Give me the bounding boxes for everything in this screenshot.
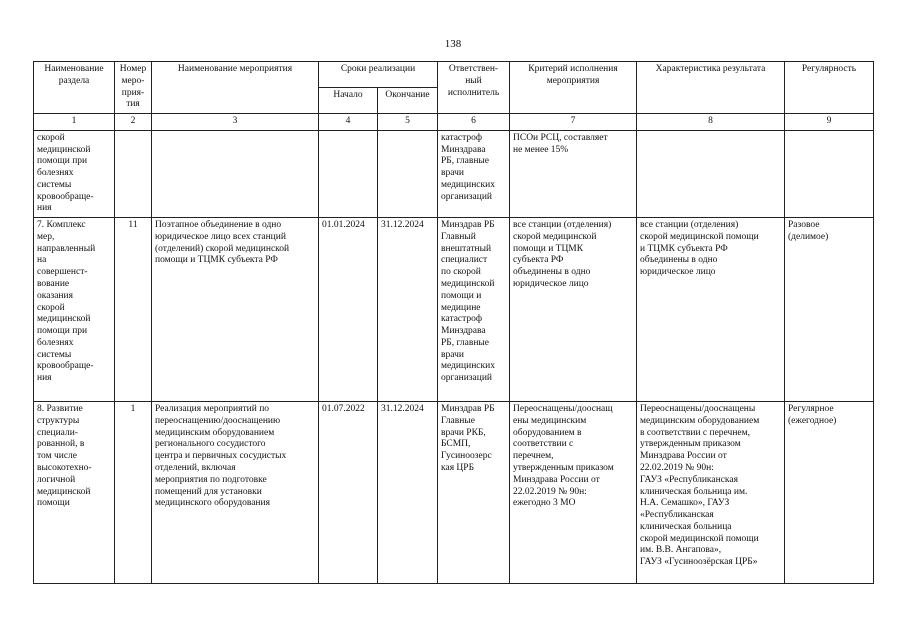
- cell-number: 1: [115, 402, 152, 584]
- header-terms: Сроки реализации: [319, 62, 438, 88]
- cell-end: 31.12.2024: [378, 402, 438, 584]
- column-number: 3: [152, 114, 319, 131]
- cell-activity: Поэтапное объединение в одно юридическое лицо всех станций (отделений) скорой медицинской помощи и ТЦМК субъекта РФ: [152, 218, 319, 402]
- table-row: [34, 130, 874, 217]
- header-number: Номер меро- прия- тия: [115, 62, 152, 114]
- column-number-row: [34, 114, 874, 131]
- cell-regularity: Регулярное (ежегодное): [785, 402, 874, 584]
- header-section: Наименование раздела: [34, 62, 115, 114]
- cell-regularity: Разовое (делимое): [785, 218, 874, 402]
- header-row: [34, 62, 874, 88]
- cell-start: [319, 130, 378, 217]
- cell-section: скорой медицинской помощи при болезнях системы кровообраще- ния: [34, 130, 115, 217]
- cell-number: 11: [115, 218, 152, 402]
- cell-section: 8. Развитие структуры специали- рованной, в том числе высокотехно- логичной медицинской помощи: [34, 402, 115, 584]
- cell-section: 7. Комплекс мер, направленный на совершенст- вование оказания скорой медицинской помощи при болезнях системы кровообраще- ния: [34, 218, 115, 402]
- column-number: 1: [34, 114, 115, 131]
- cell-criterion: ПСОи РСЦ, составляет не менее 15%: [510, 130, 637, 217]
- cell-number: [115, 130, 152, 217]
- header-activity: Наименование мероприятия: [152, 62, 319, 114]
- header-regularity: Регулярность: [785, 62, 874, 114]
- cell-criterion: Переоснащены/дооснащ ены медицинским оборудованием в соответствии с перечнем, утвержденным приказом Минздрава России от 22.02.2019 № 90н: ежегодно 3 МО: [510, 402, 637, 584]
- cell-start: 01.01.2024: [319, 218, 378, 402]
- column-number: 4: [319, 114, 378, 131]
- header-end: Окончание: [378, 88, 438, 114]
- cell-responsible: Минздрав РБ Главные врачи РКБ, БСМП, Гусиноозерс кая ЦРБ: [438, 402, 510, 584]
- column-number: 9: [785, 114, 874, 131]
- table-row: [34, 218, 874, 402]
- header-criterion: Критерий исполнения мероприятия: [510, 62, 637, 114]
- table-row: [34, 402, 874, 584]
- column-number: 8: [637, 114, 785, 131]
- cell-regularity: [785, 130, 874, 217]
- cell-end: [378, 130, 438, 217]
- cell-result: [637, 130, 785, 217]
- cell-activity: Реализация мероприятий по переоснащению/дооснащению медицинским оборудованием регионального сосудистого центра и первичных сосудистых отделений, включая мероприятия по подготовке помещений для установки медицинского оборудования: [152, 402, 319, 584]
- cell-result: Переоснащены/дооснащены медицинским оборудованием в соответствии с перечнем, утвержденным приказом Минздрава России от 22.02.2019 № 90н: ГАУЗ «Республиканская клиническая больница им. Н.А. Семашко», ГАУЗ «Республиканская клиническая больница скорой медицинской помощи им. В.В. Ангапова», ГАУЗ «Гусиноозёрская ЦРБ»: [637, 402, 785, 584]
- cell-start: 01.07.2022: [319, 402, 378, 584]
- action-plan-table: [33, 61, 874, 584]
- cell-activity: [152, 130, 319, 217]
- column-number: 7: [510, 114, 637, 131]
- column-number: 6: [438, 114, 510, 131]
- header-responsible: Ответствен- ный исполнитель: [438, 62, 510, 114]
- cell-result: все станции (отделения) скорой медицинской помощи и ТЦМК субъекта РФ объединены в одно юридическое лицо: [637, 218, 785, 402]
- cell-responsible: катастроф Минздрава РБ, главные врачи медицинских организаций: [438, 130, 510, 217]
- column-number: 5: [378, 114, 438, 131]
- header-start: Начало: [319, 88, 378, 114]
- page-number: 138: [444, 38, 462, 50]
- header-result: Характеристика результата: [637, 62, 785, 114]
- cell-end: 31.12.2024: [378, 218, 438, 402]
- cell-responsible: Минздрав РБ Главный внештатный специалист по скорой медицинской помощи и медицине катастроф Минздрава РБ, главные врачи медицинских организаций: [438, 218, 510, 402]
- cell-criterion: все станции (отделения) скорой медицинской помощи и ТЦМК субъекта РФ объединены в одно юридическое лицо: [510, 218, 637, 402]
- column-number: 2: [115, 114, 152, 131]
